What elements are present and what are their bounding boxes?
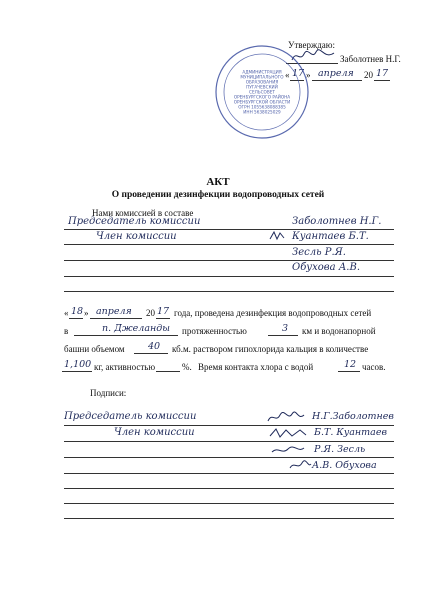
signature-mark <box>268 426 308 440</box>
commission-member-name: Обухова А.В. <box>292 262 361 273</box>
signature-mark <box>266 410 306 424</box>
form-line <box>64 473 394 474</box>
form-line <box>64 425 394 426</box>
body-time-label: Время контакта хлора с водой <box>198 362 314 372</box>
stamp-text-line: ОРЕНБУРГСКОГО РАЙОНА <box>233 94 291 100</box>
signature-name: А.В. Обухова <box>312 460 377 471</box>
body-activity-line <box>156 371 180 372</box>
form-line <box>64 488 394 489</box>
body-open-quote: « <box>64 308 69 318</box>
body-length-unit: км и водонапорной <box>302 326 376 336</box>
approval-name: Заболотнев Н.Г. <box>340 54 401 64</box>
document-title: АКТ <box>206 176 230 188</box>
signatures-label: Подписи: <box>90 388 127 398</box>
signature-name: Б.Т. Куантаев <box>314 427 387 438</box>
stamp-text-line: МУНИЦИПАЛЬНОГО <box>240 74 284 80</box>
body-day: 18 <box>71 306 84 317</box>
body-amount-value: 1,100 <box>64 359 92 370</box>
form-line <box>64 518 394 519</box>
commission-member-role: Член комиссии <box>96 231 177 242</box>
body-tower-value: 40 <box>148 341 161 352</box>
approval-month-line <box>312 80 362 81</box>
body-length-value: 3 <box>282 323 289 334</box>
stamp-text-line: ОРЕНБУРГСКОЙ ОБЛАСТИ <box>233 99 291 105</box>
approval-year-suffix: 17 <box>376 68 389 79</box>
signature-mark <box>270 443 306 457</box>
stamp-text-line: ОГРН 1055638088385 <box>238 104 286 110</box>
approval-day: 17 <box>292 68 305 79</box>
body-month: апреля <box>96 306 132 317</box>
body-tower-unit: кб.м. раствором гипохлорида кальция в количестве <box>172 344 369 354</box>
body-month-line <box>90 318 142 319</box>
signature-role: Председатель комиссии <box>64 411 197 422</box>
form-line <box>64 244 394 245</box>
body-day-line <box>69 318 83 319</box>
body-activity-unit: %. <box>182 362 192 372</box>
official-stamp <box>214 44 310 140</box>
approval-label: Утверждаю: <box>288 40 336 50</box>
body-place-line <box>74 335 178 336</box>
stamp-text-line: ПУГАЧЕВСКИЙ <box>246 84 278 90</box>
body-amount-line <box>62 371 92 372</box>
body-year-line <box>156 318 170 319</box>
body-year-prefix: 20 <box>146 308 155 318</box>
body-time-line <box>338 371 360 372</box>
signature-name: Н.Г.Заболотнев <box>312 411 394 422</box>
body-in-label: в <box>64 326 69 336</box>
form-line <box>64 441 394 442</box>
body-amount-unit: кг, активностью <box>94 362 156 372</box>
body-time-unit: часов. <box>362 362 386 372</box>
body-close-quote: » <box>84 308 89 318</box>
stamp-text-line: ИНН 5638025029 <box>243 109 281 115</box>
commission-member-name: Зесль Р.Я. <box>292 247 346 258</box>
commission-intro: Нами комиссией в составе <box>92 208 194 218</box>
signature-name: Р.Я. Зесль <box>314 444 366 455</box>
body-time-value: 12 <box>344 359 357 370</box>
stamp-text-line: СЕЛЬСОВЕТ <box>249 89 275 95</box>
approval-open-quote: « <box>285 70 290 80</box>
form-line <box>64 291 394 292</box>
signature-mark <box>288 458 312 472</box>
approval-close-quote: » <box>306 70 311 80</box>
approval-year-prefix: 20 <box>364 70 373 80</box>
body-text-1: года, проведена дезинфекция водопроводных сетей <box>174 308 372 318</box>
form-line <box>64 229 394 230</box>
body-year-suffix: 17 <box>157 306 170 317</box>
form-line <box>64 457 394 458</box>
approval-year-line <box>374 80 390 81</box>
commission-member-name: Заболотнев Н.Г. <box>292 216 382 227</box>
form-line <box>64 260 394 261</box>
body-tower-label: башни объемом <box>64 344 125 354</box>
signature-role: Член комиссии <box>114 427 195 438</box>
body-tower-line <box>134 353 168 354</box>
body-place: п. Джеланды <box>102 323 171 334</box>
form-line <box>64 503 394 504</box>
body-length-line <box>268 335 298 336</box>
member-signature <box>268 230 286 242</box>
document-subtitle: О проведении дезинфекции водопроводных сетей <box>111 190 325 200</box>
commission-member-role: Председатель комиссии <box>68 216 201 227</box>
form-line <box>64 276 394 277</box>
stamp-text-line: АДМИНИСТРАЦИЯ <box>242 69 282 75</box>
commission-member-name: Куантаев Б.Т. <box>292 231 369 242</box>
body-length-label: протяженностью <box>182 326 247 336</box>
approval-month: апреля <box>318 68 354 79</box>
stamp-text-line: ОБРАЗОВАНИЯ <box>245 79 279 85</box>
